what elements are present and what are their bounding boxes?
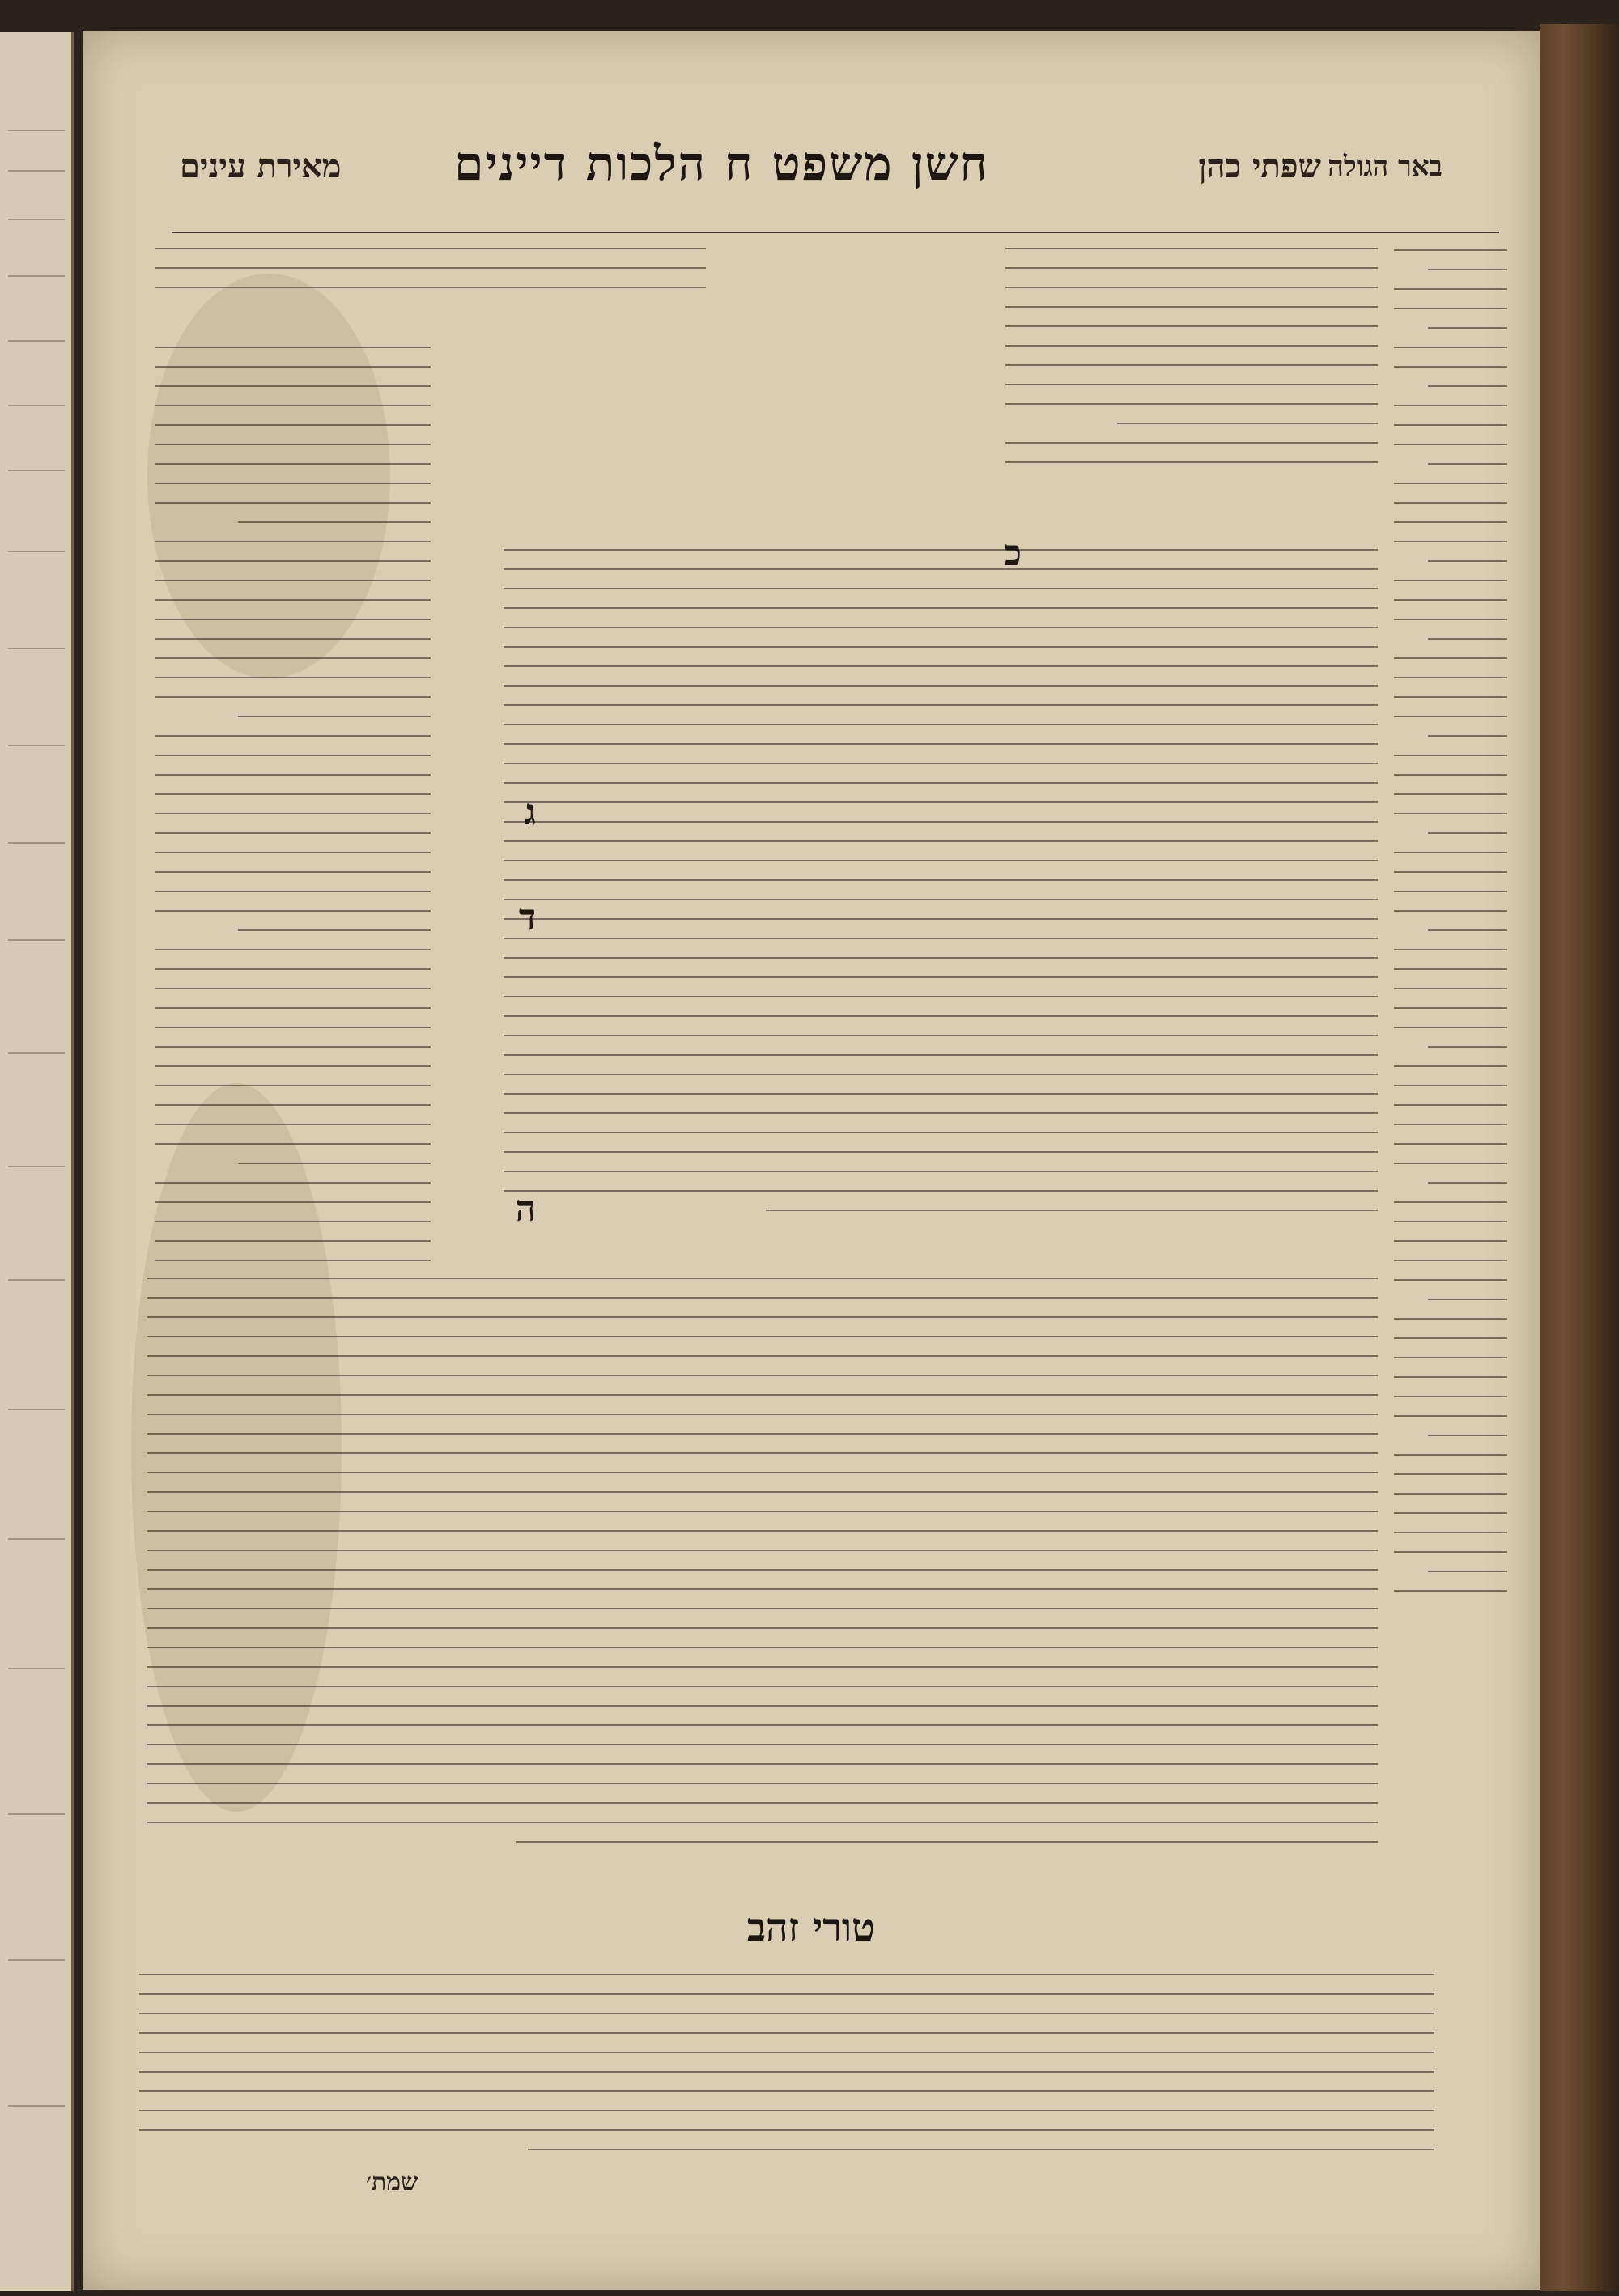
beer-hagolah-column: [1394, 249, 1507, 1609]
meirat-einayim-column: [155, 347, 431, 1279]
main-text-block: [504, 549, 1378, 1229]
facing-page-edge: [0, 32, 74, 2291]
header-meirat-einayim: מאירת עינים: [180, 147, 342, 185]
turei-zahav-text: [139, 1974, 1434, 2168]
page-title: חשן משפט ח הלכות דיינים: [454, 136, 989, 191]
seif-marker-kaf: כ: [1004, 533, 1022, 574]
shach-commentary-upper: [1005, 248, 1378, 481]
seif-marker-gimel: ג: [524, 792, 536, 833]
book-spine: [1540, 24, 1619, 2291]
footer-word: שמת׳: [366, 2168, 419, 2196]
turei-zahav-title: טורי זהב: [746, 1905, 876, 1950]
seif-marker-dalet: ד: [518, 897, 536, 938]
seif-marker-heh: ה: [515, 1188, 536, 1230]
header-beer-hagolah: באר הגולה: [1328, 151, 1443, 183]
header-rule: [172, 232, 1499, 233]
meirat-einayim-upper: [155, 248, 706, 306]
header-siftei-kohen: שפתי כהן: [1198, 147, 1321, 185]
shach-commentary-lower: [147, 1278, 1378, 1860]
book-page: [83, 31, 1540, 2290]
page-header: [83, 136, 1540, 225]
